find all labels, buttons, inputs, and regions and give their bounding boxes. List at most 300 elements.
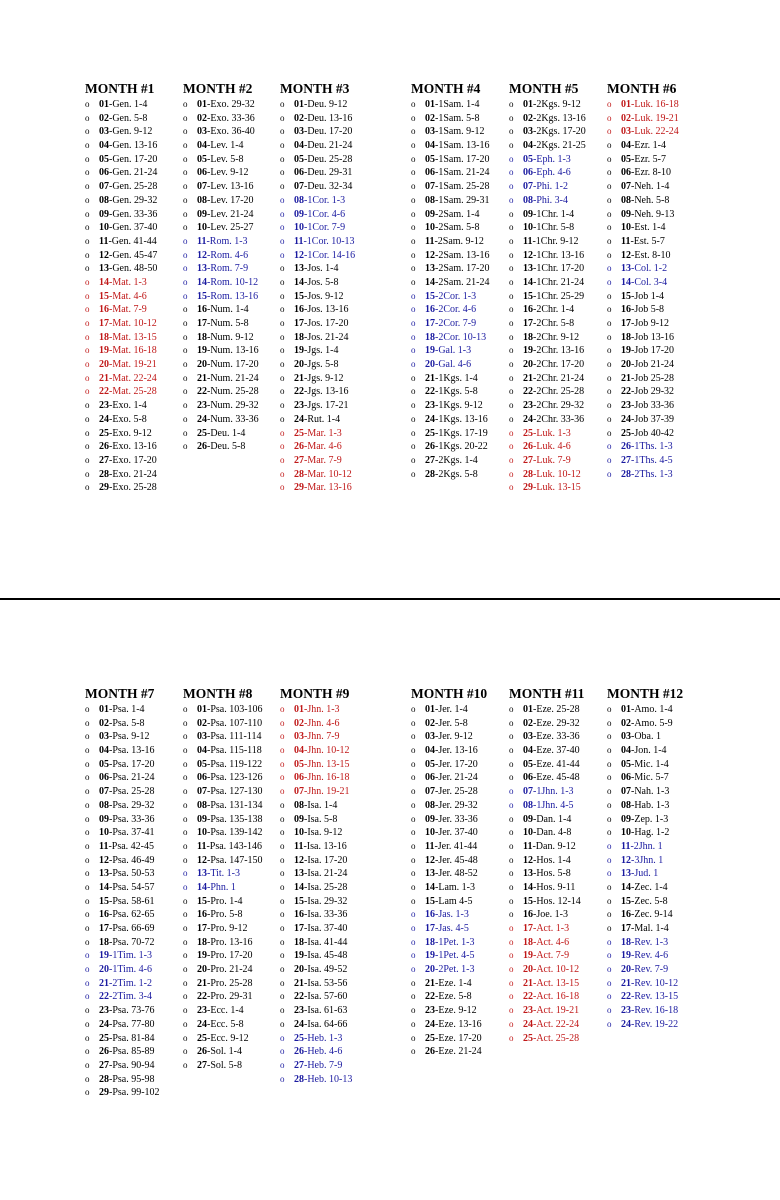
reading-item[interactable] <box>85 1086 189 1100</box>
checkbox-circle-icon[interactable]: o <box>411 249 416 260</box>
checkbox-circle-icon[interactable]: o <box>280 222 285 233</box>
checkbox-circle-icon[interactable]: o <box>509 318 514 328</box>
reading-item[interactable] <box>509 813 613 827</box>
checkbox-circle-icon[interactable]: o <box>509 112 514 123</box>
reading-item[interactable] <box>411 399 515 413</box>
checkbox-circle-icon[interactable]: o <box>411 1046 416 1057</box>
checkbox-circle-icon[interactable]: o <box>85 923 90 933</box>
checkbox-circle-icon[interactable]: o <box>183 813 188 824</box>
checkbox-circle-icon[interactable]: o <box>509 126 514 137</box>
reading-item[interactable] <box>411 854 515 868</box>
checkbox-circle-icon[interactable]: o <box>607 345 612 356</box>
reading-item[interactable] <box>411 908 515 922</box>
checkbox-circle-icon[interactable]: o <box>85 1005 90 1016</box>
checkbox-circle-icon[interactable]: o <box>280 717 285 728</box>
checkbox-circle-icon[interactable]: o <box>85 153 90 164</box>
reading-item[interactable] <box>607 153 711 167</box>
checkbox-circle-icon[interactable]: o <box>280 895 285 906</box>
reading-item[interactable] <box>280 166 384 180</box>
checkbox-circle-icon[interactable]: o <box>85 99 90 109</box>
checkbox-circle-icon[interactable]: o <box>509 99 514 109</box>
checkbox-circle-icon[interactable]: o <box>280 304 285 315</box>
checkbox-circle-icon[interactable]: o <box>509 704 514 714</box>
checkbox-circle-icon[interactable]: o <box>183 1046 188 1057</box>
reading-item[interactable] <box>509 221 613 235</box>
reading-item[interactable] <box>411 221 515 235</box>
reading-item[interactable] <box>411 758 515 772</box>
reading-item[interactable] <box>280 385 384 399</box>
checkbox-circle-icon[interactable]: o <box>280 840 285 851</box>
checkbox-circle-icon[interactable]: o <box>411 99 416 109</box>
reading-item[interactable] <box>85 854 189 868</box>
checkbox-circle-icon[interactable]: o <box>411 208 416 219</box>
checkbox-circle-icon[interactable]: o <box>411 758 416 769</box>
reading-item[interactable] <box>183 98 287 112</box>
checkbox-circle-icon[interactable]: o <box>85 140 90 151</box>
reading-item[interactable] <box>183 290 287 304</box>
checkbox-circle-icon[interactable]: o <box>509 208 514 219</box>
checkbox-circle-icon[interactable]: o <box>183 126 188 137</box>
reading-item[interactable] <box>183 1018 287 1032</box>
checkbox-circle-icon[interactable]: o <box>280 1018 285 1029</box>
reading-item[interactable] <box>509 235 613 249</box>
checkbox-circle-icon[interactable]: o <box>85 827 90 838</box>
reading-item[interactable] <box>509 112 613 126</box>
checkbox-circle-icon[interactable]: o <box>411 936 416 947</box>
reading-item[interactable] <box>183 1045 287 1059</box>
checkbox-circle-icon[interactable]: o <box>411 895 416 906</box>
reading-item[interactable] <box>183 385 287 399</box>
checkbox-circle-icon[interactable]: o <box>509 827 514 838</box>
reading-item[interactable] <box>183 112 287 126</box>
reading-item[interactable] <box>607 468 711 482</box>
reading-item[interactable] <box>280 949 384 963</box>
checkbox-circle-icon[interactable]: o <box>411 290 416 301</box>
checkbox-circle-icon[interactable]: o <box>85 181 90 192</box>
checkbox-circle-icon[interactable]: o <box>85 235 90 246</box>
reading-item[interactable] <box>85 112 189 126</box>
reading-item[interactable] <box>85 1059 189 1073</box>
reading-item[interactable] <box>85 399 189 413</box>
checkbox-circle-icon[interactable]: o <box>183 222 188 233</box>
reading-item[interactable] <box>85 826 189 840</box>
reading-item[interactable] <box>85 208 189 222</box>
reading-item[interactable] <box>607 249 711 263</box>
reading-item[interactable] <box>183 717 287 731</box>
reading-item[interactable] <box>509 358 613 372</box>
reading-item[interactable] <box>280 908 384 922</box>
reading-item[interactable] <box>509 166 613 180</box>
reading-item[interactable] <box>183 221 287 235</box>
reading-item[interactable] <box>183 908 287 922</box>
reading-item[interactable] <box>509 331 613 345</box>
checkbox-circle-icon[interactable]: o <box>183 181 188 192</box>
reading-item[interactable] <box>280 1018 384 1032</box>
reading-item[interactable] <box>509 262 613 276</box>
reading-item[interactable] <box>280 936 384 950</box>
checkbox-circle-icon[interactable]: o <box>509 909 514 920</box>
reading-item[interactable] <box>183 730 287 744</box>
reading-item[interactable] <box>411 771 515 785</box>
reading-item[interactable] <box>280 139 384 153</box>
reading-item[interactable] <box>607 139 711 153</box>
reading-item[interactable] <box>509 399 613 413</box>
reading-item[interactable] <box>183 166 287 180</box>
checkbox-circle-icon[interactable]: o <box>183 235 188 246</box>
checkbox-circle-icon[interactable]: o <box>85 1046 90 1057</box>
reading-item[interactable] <box>607 703 711 717</box>
checkbox-circle-icon[interactable]: o <box>280 704 285 714</box>
checkbox-circle-icon[interactable]: o <box>607 881 612 892</box>
reading-item[interactable] <box>411 276 515 290</box>
reading-item[interactable] <box>607 372 711 386</box>
checkbox-circle-icon[interactable]: o <box>85 772 90 783</box>
reading-item[interactable] <box>183 358 287 372</box>
reading-item[interactable] <box>280 194 384 208</box>
checkbox-circle-icon[interactable]: o <box>85 413 90 424</box>
reading-item[interactable] <box>607 235 711 249</box>
reading-item[interactable] <box>85 1004 189 1018</box>
checkbox-circle-icon[interactable]: o <box>85 895 90 906</box>
checkbox-circle-icon[interactable]: o <box>183 290 188 301</box>
checkbox-circle-icon[interactable]: o <box>85 950 90 961</box>
checkbox-circle-icon[interactable]: o <box>411 854 416 865</box>
reading-item[interactable] <box>183 262 287 276</box>
reading-item[interactable] <box>411 413 515 427</box>
reading-item[interactable] <box>85 730 189 744</box>
checkbox-circle-icon[interactable]: o <box>280 290 285 301</box>
checkbox-circle-icon[interactable]: o <box>183 372 188 383</box>
reading-item[interactable] <box>607 399 711 413</box>
reading-item[interactable] <box>280 771 384 785</box>
reading-item[interactable] <box>85 317 189 331</box>
reading-item[interactable] <box>85 276 189 290</box>
checkbox-circle-icon[interactable]: o <box>411 153 416 164</box>
checkbox-circle-icon[interactable]: o <box>607 99 612 109</box>
reading-item[interactable] <box>411 385 515 399</box>
reading-item[interactable] <box>411 440 515 454</box>
checkbox-circle-icon[interactable]: o <box>85 194 90 205</box>
reading-item[interactable] <box>280 413 384 427</box>
checkbox-circle-icon[interactable]: o <box>183 909 188 920</box>
checkbox-circle-icon[interactable]: o <box>85 263 90 274</box>
checkbox-circle-icon[interactable]: o <box>411 441 416 452</box>
reading-item[interactable] <box>509 139 613 153</box>
reading-item[interactable] <box>183 208 287 222</box>
checkbox-circle-icon[interactable]: o <box>509 936 514 947</box>
reading-item[interactable] <box>607 358 711 372</box>
reading-item[interactable] <box>607 125 711 139</box>
checkbox-circle-icon[interactable]: o <box>509 441 514 452</box>
checkbox-circle-icon[interactable]: o <box>607 936 612 947</box>
reading-item[interactable] <box>411 331 515 345</box>
checkbox-circle-icon[interactable]: o <box>280 936 285 947</box>
reading-item[interactable] <box>183 771 287 785</box>
reading-item[interactable] <box>509 372 613 386</box>
reading-item[interactable] <box>280 867 384 881</box>
reading-item[interactable] <box>280 454 384 468</box>
reading-item[interactable] <box>183 895 287 909</box>
checkbox-circle-icon[interactable]: o <box>509 854 514 865</box>
reading-item[interactable] <box>411 290 515 304</box>
reading-item[interactable] <box>85 963 189 977</box>
reading-item[interactable] <box>411 166 515 180</box>
reading-item[interactable] <box>607 813 711 827</box>
checkbox-circle-icon[interactable]: o <box>607 441 612 452</box>
checkbox-circle-icon[interactable]: o <box>85 112 90 123</box>
checkbox-circle-icon[interactable]: o <box>183 153 188 164</box>
checkbox-circle-icon[interactable]: o <box>607 717 612 728</box>
reading-item[interactable] <box>411 936 515 950</box>
checkbox-circle-icon[interactable]: o <box>607 923 612 933</box>
reading-item[interactable] <box>280 854 384 868</box>
checkbox-circle-icon[interactable]: o <box>509 745 514 756</box>
reading-item[interactable] <box>85 481 189 495</box>
checkbox-circle-icon[interactable]: o <box>509 964 514 975</box>
checkbox-circle-icon[interactable]: o <box>183 400 188 411</box>
reading-item[interactable] <box>607 385 711 399</box>
checkbox-circle-icon[interactable]: o <box>85 813 90 824</box>
checkbox-circle-icon[interactable]: o <box>411 827 416 838</box>
reading-item[interactable] <box>280 112 384 126</box>
reading-item[interactable] <box>509 1004 613 1018</box>
checkbox-circle-icon[interactable]: o <box>607 909 612 920</box>
checkbox-circle-icon[interactable]: o <box>280 950 285 961</box>
checkbox-circle-icon[interactable]: o <box>607 331 612 342</box>
checkbox-circle-icon[interactable]: o <box>280 441 285 452</box>
reading-item[interactable] <box>607 758 711 772</box>
reading-item[interactable] <box>280 249 384 263</box>
reading-item[interactable] <box>509 867 613 881</box>
reading-item[interactable] <box>280 1045 384 1059</box>
checkbox-circle-icon[interactable]: o <box>607 840 612 851</box>
checkbox-circle-icon[interactable]: o <box>411 235 416 246</box>
reading-item[interactable] <box>509 744 613 758</box>
reading-item[interactable] <box>509 730 613 744</box>
reading-item[interactable] <box>509 990 613 1004</box>
reading-item[interactable] <box>85 468 189 482</box>
checkbox-circle-icon[interactable]: o <box>509 950 514 961</box>
checkbox-circle-icon[interactable]: o <box>183 950 188 961</box>
checkbox-circle-icon[interactable]: o <box>411 400 416 411</box>
checkbox-circle-icon[interactable]: o <box>607 413 612 424</box>
checkbox-circle-icon[interactable]: o <box>411 413 416 424</box>
reading-item[interactable] <box>85 771 189 785</box>
reading-item[interactable] <box>183 276 287 290</box>
checkbox-circle-icon[interactable]: o <box>85 345 90 356</box>
reading-item[interactable] <box>607 717 711 731</box>
checkbox-circle-icon[interactable]: o <box>411 372 416 383</box>
checkbox-circle-icon[interactable]: o <box>183 936 188 947</box>
reading-item[interactable] <box>85 977 189 991</box>
checkbox-circle-icon[interactable]: o <box>607 400 612 411</box>
checkbox-circle-icon[interactable]: o <box>411 1018 416 1029</box>
checkbox-circle-icon[interactable]: o <box>607 126 612 137</box>
reading-item[interactable] <box>85 454 189 468</box>
reading-item[interactable] <box>411 139 515 153</box>
reading-item[interactable] <box>183 826 287 840</box>
reading-item[interactable] <box>411 358 515 372</box>
reading-item[interactable] <box>509 936 613 950</box>
reading-item[interactable] <box>509 98 613 112</box>
checkbox-circle-icon[interactable]: o <box>183 840 188 851</box>
checkbox-circle-icon[interactable]: o <box>280 235 285 246</box>
reading-item[interactable] <box>280 1004 384 1018</box>
checkbox-circle-icon[interactable]: o <box>411 318 416 328</box>
reading-item[interactable] <box>85 440 189 454</box>
checkbox-circle-icon[interactable]: o <box>183 427 188 438</box>
reading-item[interactable] <box>607 454 711 468</box>
reading-item[interactable] <box>607 771 711 785</box>
checkbox-circle-icon[interactable]: o <box>411 167 416 178</box>
checkbox-circle-icon[interactable]: o <box>183 745 188 756</box>
reading-item[interactable] <box>183 963 287 977</box>
reading-item[interactable] <box>183 1032 287 1046</box>
checkbox-circle-icon[interactable]: o <box>85 786 90 797</box>
reading-item[interactable] <box>183 744 287 758</box>
checkbox-circle-icon[interactable]: o <box>280 454 285 465</box>
checkbox-circle-icon[interactable]: o <box>509 249 514 260</box>
checkbox-circle-icon[interactable]: o <box>607 895 612 906</box>
checkbox-circle-icon[interactable]: o <box>509 372 514 383</box>
reading-item[interactable] <box>85 344 189 358</box>
reading-item[interactable] <box>280 744 384 758</box>
checkbox-circle-icon[interactable]: o <box>85 758 90 769</box>
checkbox-circle-icon[interactable]: o <box>509 304 514 315</box>
checkbox-circle-icon[interactable]: o <box>280 827 285 838</box>
checkbox-circle-icon[interactable]: o <box>411 909 416 920</box>
reading-item[interactable] <box>183 990 287 1004</box>
reading-item[interactable] <box>183 153 287 167</box>
checkbox-circle-icon[interactable]: o <box>280 359 285 370</box>
checkbox-circle-icon[interactable]: o <box>280 1059 285 1070</box>
checkbox-circle-icon[interactable]: o <box>280 1032 285 1043</box>
reading-item[interactable] <box>607 730 711 744</box>
reading-item[interactable] <box>85 180 189 194</box>
checkbox-circle-icon[interactable]: o <box>280 249 285 260</box>
reading-item[interactable] <box>411 826 515 840</box>
checkbox-circle-icon[interactable]: o <box>183 881 188 892</box>
reading-item[interactable] <box>280 468 384 482</box>
checkbox-circle-icon[interactable]: o <box>183 991 188 1002</box>
reading-item[interactable] <box>280 262 384 276</box>
reading-item[interactable] <box>183 249 287 263</box>
checkbox-circle-icon[interactable]: o <box>509 923 514 933</box>
checkbox-circle-icon[interactable]: o <box>85 208 90 219</box>
checkbox-circle-icon[interactable]: o <box>411 222 416 233</box>
reading-item[interactable] <box>85 331 189 345</box>
reading-item[interactable] <box>509 922 613 936</box>
checkbox-circle-icon[interactable]: o <box>280 482 285 493</box>
checkbox-circle-icon[interactable]: o <box>607 208 612 219</box>
reading-item[interactable] <box>280 221 384 235</box>
checkbox-circle-icon[interactable]: o <box>509 758 514 769</box>
checkbox-circle-icon[interactable]: o <box>607 290 612 301</box>
checkbox-circle-icon[interactable]: o <box>509 786 514 797</box>
reading-item[interactable] <box>280 977 384 991</box>
reading-item[interactable] <box>85 235 189 249</box>
checkbox-circle-icon[interactable]: o <box>607 304 612 315</box>
reading-item[interactable] <box>607 413 711 427</box>
reading-item[interactable] <box>183 303 287 317</box>
reading-item[interactable] <box>411 744 515 758</box>
checkbox-circle-icon[interactable]: o <box>280 964 285 975</box>
reading-item[interactable] <box>85 703 189 717</box>
checkbox-circle-icon[interactable]: o <box>411 731 416 742</box>
reading-item[interactable] <box>183 372 287 386</box>
checkbox-circle-icon[interactable]: o <box>85 745 90 756</box>
checkbox-circle-icon[interactable]: o <box>411 468 416 479</box>
reading-item[interactable] <box>509 758 613 772</box>
reading-item[interactable] <box>411 125 515 139</box>
reading-item[interactable] <box>85 1018 189 1032</box>
reading-item[interactable] <box>280 785 384 799</box>
checkbox-circle-icon[interactable]: o <box>85 704 90 714</box>
reading-item[interactable] <box>607 785 711 799</box>
checkbox-circle-icon[interactable]: o <box>509 263 514 274</box>
reading-item[interactable] <box>509 427 613 441</box>
checkbox-circle-icon[interactable]: o <box>509 331 514 342</box>
reading-item[interactable] <box>183 936 287 950</box>
checkbox-circle-icon[interactable]: o <box>85 249 90 260</box>
checkbox-circle-icon[interactable]: o <box>280 331 285 342</box>
checkbox-circle-icon[interactable]: o <box>411 112 416 123</box>
reading-item[interactable] <box>607 1018 711 1032</box>
reading-item[interactable] <box>411 262 515 276</box>
reading-item[interactable] <box>183 867 287 881</box>
checkbox-circle-icon[interactable]: o <box>411 126 416 137</box>
reading-item[interactable] <box>411 98 515 112</box>
reading-item[interactable] <box>280 344 384 358</box>
reading-item[interactable] <box>183 977 287 991</box>
reading-item[interactable] <box>280 881 384 895</box>
reading-item[interactable] <box>607 194 711 208</box>
checkbox-circle-icon[interactable]: o <box>509 400 514 411</box>
checkbox-circle-icon[interactable]: o <box>280 468 285 479</box>
reading-item[interactable] <box>280 276 384 290</box>
checkbox-circle-icon[interactable]: o <box>85 854 90 865</box>
checkbox-circle-icon[interactable]: o <box>280 786 285 797</box>
reading-item[interactable] <box>280 481 384 495</box>
reading-item[interactable] <box>411 785 515 799</box>
checkbox-circle-icon[interactable]: o <box>183 827 188 838</box>
checkbox-circle-icon[interactable]: o <box>85 318 90 328</box>
checkbox-circle-icon[interactable]: o <box>280 758 285 769</box>
checkbox-circle-icon[interactable]: o <box>411 181 416 192</box>
reading-item[interactable] <box>509 125 613 139</box>
checkbox-circle-icon[interactable]: o <box>411 331 416 342</box>
checkbox-circle-icon[interactable]: o <box>607 181 612 192</box>
checkbox-circle-icon[interactable]: o <box>509 468 514 479</box>
checkbox-circle-icon[interactable]: o <box>280 372 285 383</box>
checkbox-circle-icon[interactable]: o <box>280 413 285 424</box>
checkbox-circle-icon[interactable]: o <box>509 167 514 178</box>
checkbox-circle-icon[interactable]: o <box>607 868 612 879</box>
checkbox-circle-icon[interactable]: o <box>85 372 90 383</box>
checkbox-circle-icon[interactable]: o <box>280 400 285 411</box>
reading-item[interactable] <box>411 799 515 813</box>
checkbox-circle-icon[interactable]: o <box>183 208 188 219</box>
checkbox-circle-icon[interactable]: o <box>183 799 188 810</box>
checkbox-circle-icon[interactable]: o <box>183 758 188 769</box>
reading-item[interactable] <box>509 785 613 799</box>
reading-item[interactable] <box>85 1032 189 1046</box>
reading-item[interactable] <box>85 1045 189 1059</box>
reading-item[interactable] <box>509 440 613 454</box>
reading-item[interactable] <box>607 290 711 304</box>
reading-item[interactable] <box>280 717 384 731</box>
reading-item[interactable] <box>280 303 384 317</box>
